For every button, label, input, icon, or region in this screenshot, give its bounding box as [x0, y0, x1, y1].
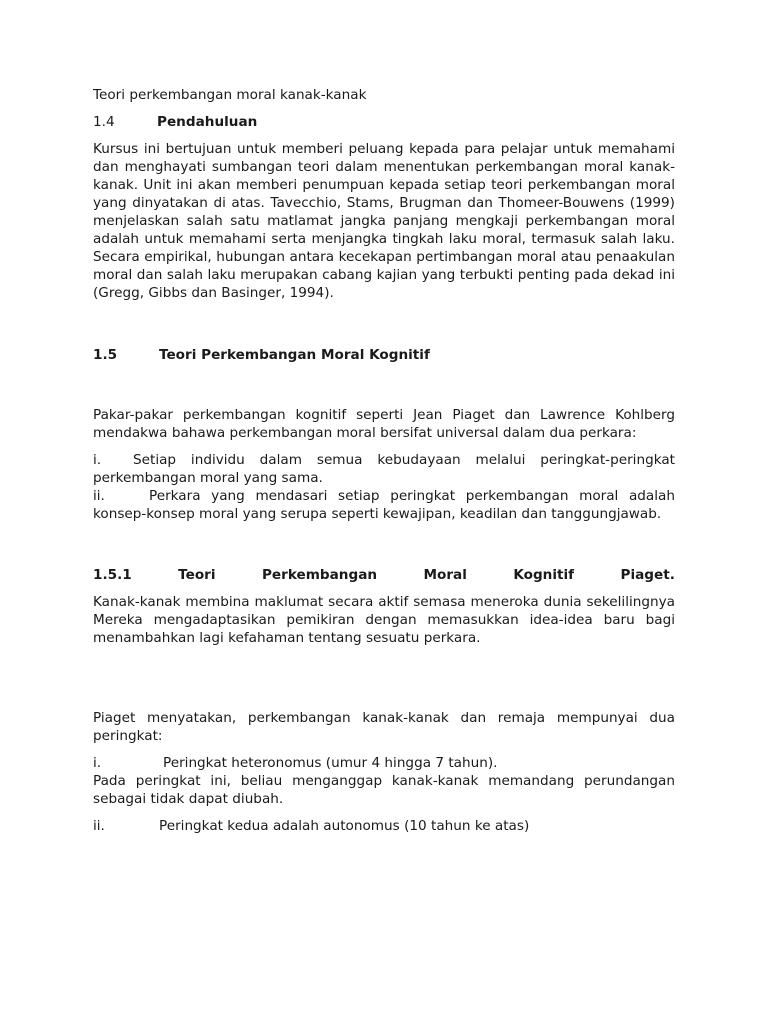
heading-word: Perkembangan [261, 567, 378, 583]
list-item [93, 754, 675, 772]
list-item-text: Peringkat kedua adalah autonomus (10 tahun ke atas) [159, 818, 530, 834]
list-marker: i. [93, 452, 102, 468]
list-marker: ii. [93, 818, 105, 834]
list-item [93, 817, 675, 835]
stage-note-paragraph: Pada peringkat ini, beliau menganggap kanak-kanak memandang perundangan sebagai tidak dapat diubah. [93, 773, 675, 807]
section-heading-1-4 [93, 113, 675, 131]
list-item [93, 451, 675, 487]
list-item-text: Setiap individu dalam semua kebudayaan melalui peringkat-peringkat perkembangan moral yang sama. [93, 452, 675, 486]
section-title: Teori Perkembangan Moral Kognitif [159, 347, 430, 363]
heading-word: Kognitif [513, 567, 575, 583]
list-item [93, 487, 675, 523]
section-number: 1.5 [93, 347, 118, 363]
heading-word: Teori [178, 567, 216, 583]
list-marker: ii. [93, 488, 105, 504]
heading-word: 1.5.1 [93, 567, 132, 583]
heading-word: Piaget. [620, 567, 675, 583]
piaget-paragraph: Kanak-kanak membina maklumat secara aktif semasa meneroka dunia sekelilingnya Mereka mengadaptasikan pemikiran dengan memasukkan idea-idea baru bagi menambahkan lagi kefahaman tentang sesuatu perkara. [93, 594, 675, 646]
list-marker: i. [93, 755, 102, 771]
section-heading-1-5-1 [93, 566, 675, 584]
section-heading-1-5 [93, 346, 675, 364]
cognitive-intro-paragraph: Pakar-pakar perkembangan kognitif seperti Jean Piaget dan Lawrence Kohlberg mendakwa bahawa perkembangan moral bersifat universal dalam dua perkara: [93, 407, 675, 441]
heading-word: Moral [423, 567, 467, 583]
list-item-text: Perkara yang mendasari setiap peringkat perkembangan moral adalah konsep-konsep moral yang serupa seperti kewajipan, keadilan dan tanggungjawab. [93, 488, 675, 522]
list-item-text: Peringkat heteronomus (umur 4 hingga 7 tahun). [163, 755, 498, 771]
piaget-stages-intro: Piaget menyatakan, perkembangan kanak-kanak dan remaja mempunyai dua peringkat: [93, 710, 675, 744]
section-title: Pendahuluan [157, 114, 258, 130]
intro-paragraph: Kursus ini bertujuan untuk memberi peluang kepada para pelajar untuk memahami dan menghayati sumbangan teori dalam menentukan perkembangan moral kanak-kanak. Unit ini akan memberi penumpuan kepada setiap teori perkembangan moral yang dinyatakan di atas. Tavecchio, Stams, Brugman dan Thomeer-Bouwens (1999) menjelaskan salah satu matlamat jangka panjang mengkaji perkembangan moral adalah untuk memahami serta menjangka tingkah laku moral, termasuk salah laku. Secara empirikal, hubungan antara kecekapan pertimbangan moral atau penaakulan moral dan salah laku merupakan cabang kajian yang terbukti penting pada dekad ini (Gregg, Gibbs dan Basinger, 1994). [93, 141, 675, 301]
section-number: 1.4 [93, 114, 115, 130]
document-title: Teori perkembangan moral kanak-kanak [93, 87, 367, 103]
